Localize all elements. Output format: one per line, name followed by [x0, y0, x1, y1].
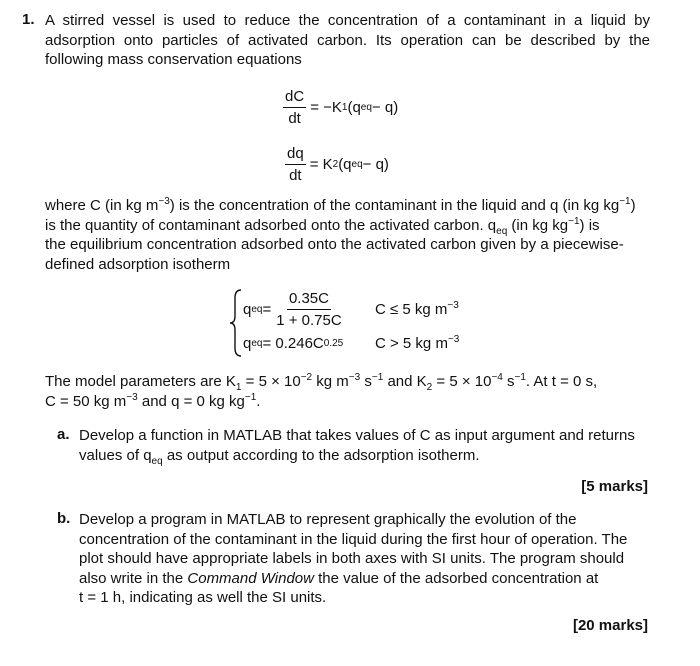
- left-brace-icon: [229, 288, 243, 358]
- part-b-line-4: also write in the Command Window the value of the adsorbed concentration at: [79, 569, 599, 587]
- fraction-dC-dt: [283, 88, 306, 127]
- isotherm-condition-1: C ≤ 5 kg $m^{-3}$: [375, 300, 459, 318]
- adsorption-isotherm: [229, 288, 649, 358]
- params-line-2: C = 50 kg $m^{-3}$ and q = 0 kg $kg^{-1}$.: [45, 391, 261, 410]
- part-a-line-2: values of $q_{eq}$ as output according to the adsorption isotherm.: [79, 446, 480, 467]
- fraction-numerator: 0.35C: [287, 290, 331, 310]
- fraction-denominator: 1 + 0.75C: [276, 312, 342, 329]
- part-b-line-3: plot should have appropriate labels in both axes with SI units. The program should: [79, 550, 625, 567]
- question-intro: A stirred vessel is used to reduce the concentration of a contaminant in a liquid by adsorption onto particles of activated carbon. Its operation can be described by the following mass conservation equations: [45, 12, 650, 68]
- eq1-rhs-end: − q): [371, 99, 399, 116]
- isotherm-condition-2: C > 5 kg $m^{-3}$: [375, 334, 460, 352]
- eq2-rhs-prefix: = K: [309, 156, 333, 173]
- equation-dq-dt: $\frac{dq}{dt}$ = K 2 (q eq − q): [287, 145, 389, 184]
- part-b-line-2: concentration of the contaminant in the liquid during the first hour of operation. The: [79, 530, 628, 548]
- desc-line-3: the equilibrium concentration adsorbed onto the activated carbon given by a piecewise-: [45, 236, 624, 253]
- part-b-line-1: Develop a program in MATLAB to represent graphically the evolution of the: [79, 511, 577, 528]
- eq1-rhs-prefix: = −K: [310, 99, 342, 116]
- question-number: 1.: [22, 11, 35, 28]
- desc-line-4: defined adsorption isotherm: [45, 255, 231, 273]
- part-b-marks: [20 marks]: [572, 617, 648, 634]
- isotherm-fraction: [276, 290, 341, 329]
- eq1-rhs-rest: (q: [347, 99, 361, 116]
- fraction-dq-dt: [285, 145, 306, 184]
- part-a-label: a.: [57, 426, 70, 443]
- part-a-text: [79, 426, 649, 465]
- fraction-denominator: dt: [289, 167, 302, 184]
- part-b-line-5: t = 1 h, indicating as well the SI units.: [79, 589, 327, 606]
- fraction-numerator: dq: [285, 145, 306, 165]
- model-parameters: [45, 372, 650, 411]
- eq2-rhs-end: − q): [362, 156, 389, 173]
- desc-line-1: where C (in kg $m^{-3}$) is the concentration of the contaminant in the liquid and q (in kg $kg^{-1}$): [45, 196, 636, 214]
- equation-dC-dt: $\frac{dC}{dt}$ = −K 1 (q eq − q): [285, 88, 399, 127]
- variable-description: [45, 196, 650, 274]
- fraction-denominator: dt: [288, 110, 301, 127]
- eq2-rhs-rest: (q: [338, 156, 352, 173]
- isotherm-case-1: q eq = $\frac{0.35C}{1 + 0.75C}$: [243, 290, 342, 329]
- params-line-1: The model parameters are $K_1 = 5 \times 10^{-2}$ kg $m^{-3}$ $s^{-1}$ and $K_2 = 5 \times 10^{-4}$ $s^{-1}$. At t = 0 s,: [45, 372, 598, 393]
- isotherm-case-2: q eq = 0.246C 0.25: [243, 335, 344, 352]
- part-a-line-1: Develop a function in MATLAB that takes values of C as input argument and returns: [79, 427, 635, 444]
- part-a-marks: [5 marks]: [581, 478, 648, 495]
- fraction-numerator: dC: [283, 88, 306, 108]
- desc-line-2: is the quantity of contaminant adsorbed onto the activated carbon. $q_{eq}$ (in kg $kg^{-1}$) is: [45, 215, 600, 237]
- part-b-text: [79, 510, 649, 608]
- part-b-label: b.: [57, 510, 71, 527]
